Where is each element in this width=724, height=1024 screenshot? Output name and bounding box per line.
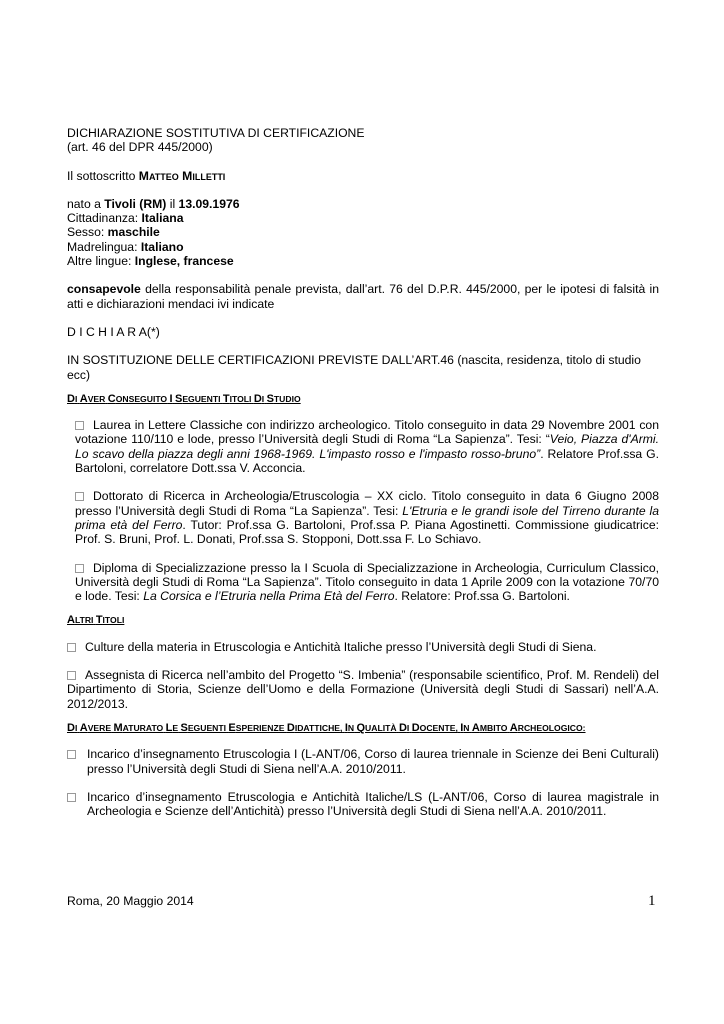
checkbox-bullet-icon [67, 750, 76, 759]
item-text: Dottorato di Ricerca in Archeologia/Etruscologia – XX ciclo. Titolo conseguito in data 6 Giugno 2008 presso l’Università degli Studi di Roma “La Sapienza”. Tesi: [75, 489, 659, 518]
checkbox-bullet-icon [67, 793, 76, 802]
item-text: . Relatore: Prof.ssa G. Bartoloni. [394, 589, 570, 604]
declarant-intro: Il sottoscritto [67, 168, 136, 183]
item-text: . Tutor: Prof.ssa G. Bartoloni, Prof.ssa P. Piana Agostinetti. Commissione giudicatrice: Prof. S. Bruni, Prof. L. Donati, Prof.ssa S. Stopponi, Dott.ssa F. Lo Schiavo. [75, 517, 659, 547]
page-number: 1 [648, 893, 656, 909]
citizenship-value: Italiana [141, 211, 184, 226]
substitution-paragraph: IN SOSTITUZIONE DELLE CERTIFICAZIONI PREVISTE DALL’ART.46 (nascita, residenza, titolo di studio ecc) [67, 353, 641, 382]
item-text: Culture della materia in Etruscologia e Antichità Italiche presso l’Università degli Studi di Siena. [85, 639, 597, 654]
sex-value: maschile [107, 225, 160, 240]
born-prefix: nato a [67, 196, 101, 211]
thesis-title: La Corsica e l’Etruria nella Prima Età del Ferro [143, 589, 395, 604]
list-item [67, 489, 659, 546]
sex-label: Sesso: [67, 225, 105, 240]
birthdate: 13.09.1976 [178, 196, 240, 211]
section-studies-heading: DI AVER CONSEGUITO I SEGUENTI TITOLI DI STUDIO [67, 392, 301, 405]
list-item [67, 561, 659, 604]
mother-tongue-value: Italiano [140, 239, 184, 254]
sex-line [67, 225, 659, 239]
birth-line [67, 197, 659, 211]
section-other-titles-heading: ALTRI TITOLI [67, 614, 125, 627]
born-on: il [169, 196, 176, 211]
list-item [67, 640, 659, 654]
place-date: Roma, 20 Maggio 2014 [67, 894, 194, 908]
checkbox-bullet-icon [67, 671, 76, 680]
declarant-name: Matteo Milletti [138, 168, 226, 183]
list-item [67, 418, 659, 475]
item-text: Incarico d’insegnamento Etruscologia I (L-ANT/06, Corso di laurea triennale in Scienze dei Beni Culturali) presso l’Università degli Studi di Siena nell’A.A. 2010/2011. [87, 747, 659, 776]
list-item [67, 668, 659, 711]
item-text: . Relatore Prof.ssa G. Bartoloni, correlatore Dott.ssa V. Acconcia. [75, 446, 659, 476]
document-title: DICHIARAZIONE SOSTITUTIVA DI CERTIFICAZIONE [67, 126, 365, 140]
thesis-title: L'Etruria e le grandi isole del Tirreno durante la prima età del Ferro [75, 503, 659, 532]
document-body [67, 126, 659, 818]
mother-tongue-label: Madrelingua: [67, 239, 138, 254]
checkbox-bullet-icon [75, 492, 84, 501]
checkbox-bullet-icon [75, 421, 84, 430]
other-languages-value: Inglese, francese [134, 254, 234, 269]
thesis-title: Veio, Piazza d'Armi. Lo scavo della piazza degli anni 1968-1969. L'impasto rosso e l'impasto rosso-bruno” [75, 432, 660, 461]
list-item [67, 747, 659, 776]
list-item [67, 790, 659, 819]
checkbox-bullet-icon [67, 643, 76, 652]
item-text: Diploma di Specializzazione presso la I Scuola di Specializzazione in Archeologia, Curriculum Classico, Università degli Studi di Roma “La Sapienza”. Titolo conseguito in data 1 Aprile 2009 con la votazione 70/70 e lode. Tesi: [75, 560, 659, 604]
awareness-text: della responsabilità penale prevista, dall’art. 76 del D.P.R. 445/2000, per le ipotesi di falsità in atti e dichiarazioni mendaci ivi indicate [67, 282, 659, 311]
birthplace: Tivoli (RM) [104, 196, 167, 211]
declarant-line [67, 169, 659, 183]
awareness-paragraph [67, 282, 659, 311]
awareness-bold: consapevole [67, 282, 141, 297]
item-text: Incarico d’insegnamento Etruscologia e Antichità Italiche/LS (L-ANT/06, Corso di laurea magistrale in Archeologia e Scienze dell’Antichità) presso l’Università degli Studi di Siena nell’A.A. 2010/2011. [87, 789, 659, 819]
mother-tongue-line [67, 240, 659, 254]
document-subtitle: (art. 46 del DPR 445/2000) [67, 140, 213, 155]
citizenship-label: Cittadinanza: [67, 211, 139, 226]
section-teaching-heading: DI AVERE MATURATO LE SEGUENTI ESPERIENZE DIDATTICHE, IN QUALITÀ DI DOCENTE, IN AMBITO ARCHEOLOGICO: [67, 721, 586, 734]
other-languages-line [67, 254, 659, 268]
declares-heading: D I C H I A R A(*) [67, 324, 160, 339]
checkbox-bullet-icon [75, 564, 84, 573]
citizenship-line [67, 211, 659, 225]
item-text: Assegnista di Ricerca nell’ambito del Progetto “S. Imbenia” (responsabile scientifico, Prof. M. Rendeli) del Dipartimento di Storia, Scienze dell’Uomo e della Formazione (Università degli Studi di Sassari) nell’A.A. 2012/2013. [67, 668, 659, 711]
other-languages-label: Altre lingue: [67, 254, 132, 269]
item-text: Laurea in Lettere Classiche con indirizzo archeologico. Titolo conseguito in data 29 Novembre 2001 con votazione 110/110 e lode, presso l’Università degli Studi di Roma “La Sapienza”. Tesi: “ [75, 418, 659, 447]
